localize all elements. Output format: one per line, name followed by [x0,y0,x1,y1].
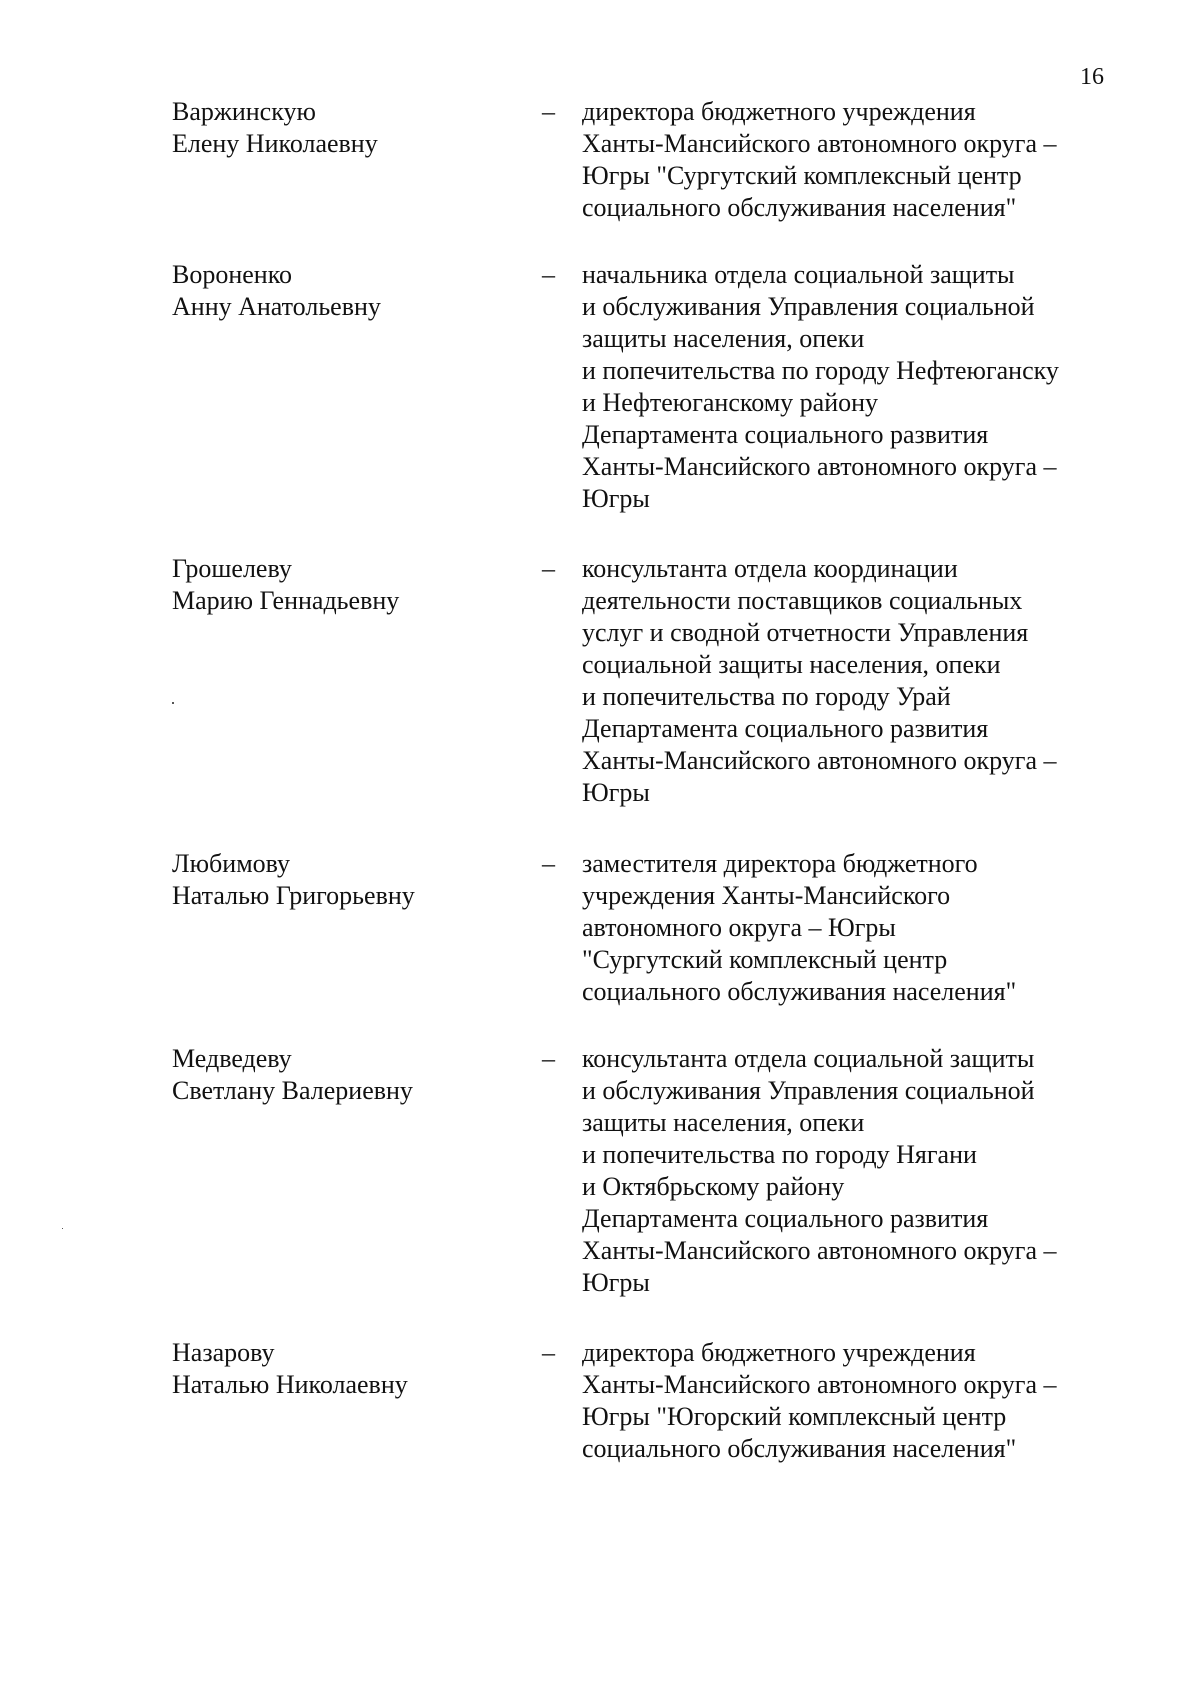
person-name [172,259,532,323]
position-line: Югры [582,1268,650,1297]
position-line: Ханты-Мансийского автономного округа – [582,1370,1057,1399]
position-line: и попечительства по городу Нягани [582,1140,977,1169]
scan-speck [172,702,174,704]
position-description [582,848,1142,1008]
position-line: Югры [582,778,650,807]
position-description [582,553,1142,809]
name-line: Варжинскую [172,97,316,126]
name-line: Назарову [172,1338,275,1367]
person-name [172,1043,532,1107]
position-line: защиты населения, опеки [582,324,865,353]
position-description [582,96,1142,224]
position-line: Югры "Сургутский комплексный центр [582,161,1022,190]
position-line: консультанта отдела координации [582,554,958,583]
position-line: социального обслуживания населения" [582,977,1017,1006]
position-line: и Нефтеюганскому району [582,388,879,417]
name-line: Наталью Николаевну [172,1370,408,1399]
separator-dash: – [542,1338,555,1367]
separator-dash: – [542,260,555,289]
position-line: Ханты-Мансийского автономного округа – [582,452,1057,481]
name-line: Грошелеву [172,554,292,583]
person-name [172,553,532,617]
scan-speck [62,1228,63,1229]
position-line: социальной защиты населения, опеки [582,650,1001,679]
position-line: "Сургутский комплексный центр [582,945,948,974]
separator-dash: – [542,849,555,878]
separator-dash: – [542,1044,555,1073]
person-name [172,848,532,912]
position-line: автономного округа – Югры [582,913,896,942]
position-description [582,1337,1142,1465]
position-line: деятельности поставщиков социальных [582,586,1023,615]
position-line: консультанта отдела социальной защиты [582,1044,1035,1073]
position-line: и обслуживания Управления социальной [582,1076,1035,1105]
person-name [172,96,532,160]
name-line: Светлану Валериевну [172,1076,413,1105]
position-description [582,1043,1142,1299]
name-line: Анну Анатольевну [172,292,381,321]
position-line: Департамента социального развития [582,420,989,449]
page-number: 16 [1080,64,1104,90]
position-line: директора бюджетного учреждения [582,97,976,126]
position-line: заместителя директора бюджетного [582,849,978,878]
position-description [582,259,1142,515]
position-line: услуг и сводной отчетности Управления [582,618,1029,647]
position-line: и Октябрьскому району [582,1172,845,1201]
position-line: Ханты-Мансийского автономного округа – [582,1236,1057,1265]
position-line: социального обслуживания населения" [582,1434,1017,1463]
separator-dash: – [542,97,555,126]
position-line: Департамента социального развития [582,1204,989,1233]
position-line: Ханты-Мансийского автономного округа – [582,746,1057,775]
position-line: начальника отдела социальной защиты [582,260,1015,289]
position-line: и обслуживания Управления социальной [582,292,1035,321]
position-line: социального обслуживания населения" [582,193,1017,222]
position-line: Департамента социального развития [582,714,989,743]
position-line: директора бюджетного учреждения [582,1338,976,1367]
position-line: защиты населения, опеки [582,1108,865,1137]
separator-dash: – [542,554,555,583]
person-name [172,1337,532,1401]
position-line: Ханты-Мансийского автономного округа – [582,129,1057,158]
name-line: Наталью Григорьевну [172,881,415,910]
name-line: Медведеву [172,1044,292,1073]
name-line: Елену Николаевну [172,129,378,158]
name-line: Марию Геннадьевну [172,586,400,615]
position-line: Югры [582,484,650,513]
name-line: Вороненко [172,260,293,289]
name-line: Любимову [172,849,291,878]
position-line: и попечительства по городу Урай [582,682,951,711]
position-line: учреждения Ханты-Мансийского [582,881,951,910]
position-line: и попечительства по городу Нефтеюганску [582,356,1059,385]
position-line: Югры "Югорский комплексный центр [582,1402,1007,1431]
